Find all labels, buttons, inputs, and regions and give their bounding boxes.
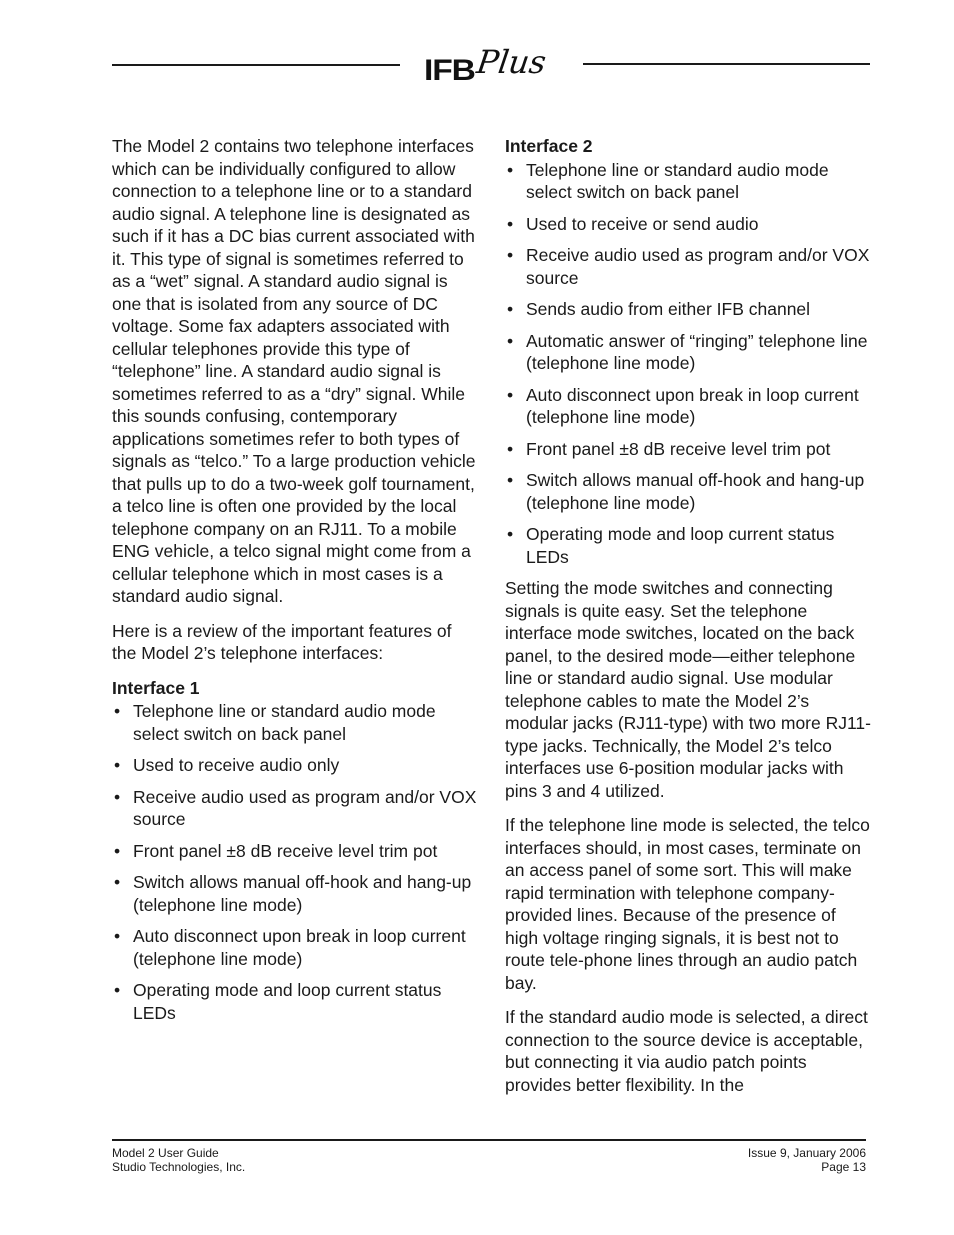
list-item: • Telephone line or standard audio mode select switch on back panel <box>114 701 436 744</box>
list-item: • Used to receive or send audio <box>507 213 759 234</box>
interface-2-feature-list <box>505 159 871 569</box>
list-item: • Operating mode and loop current status LEDs <box>507 524 835 567</box>
ifb-plus-logo <box>424 42 549 87</box>
header-rule-left <box>112 64 400 66</box>
setting-paragraph: Setting the mode switches and connecting signals is quite easy. Set the telephone interface mode switches, located on the back panel, to the desired mode—either telephone line or standard audio signal. Use modular telephone cables to mate the Model 2’s modular jacks (RJ11-type) with two more RJ11-type jacks. Technically, the Model 2’s telco interfaces use 6-position modular jacks with pins 3 and 4 utilized. <box>505 578 871 801</box>
logo-main-text: IFB <box>424 54 475 87</box>
right-column <box>505 135 871 1108</box>
footer-company: Studio Technologies, Inc. <box>112 1160 246 1174</box>
list-item: • Switch allows manual off-hook and hang-up (telephone line mode) <box>507 470 865 513</box>
logo-script-text: Plus <box>474 43 549 81</box>
interface-1-feature-list <box>112 700 478 1024</box>
list-item: • Switch allows manual off-hook and hang-up (telephone line mode) <box>114 872 472 915</box>
list-item: • Operating mode and loop current status LEDs <box>114 980 442 1023</box>
audio-mode-paragraph: If the standard audio mode is selected, a direct connection to the source device is acceptable, but connecting it via audio patch points provides better flexibility. In the <box>505 1007 868 1095</box>
left-column <box>112 135 478 1033</box>
list-item: • Auto disconnect upon break in loop current (telephone line mode) <box>507 384 859 427</box>
list-item: • Sends audio from either IFB channel <box>507 299 811 319</box>
intro-paragraph: The Model 2 contains two telephone interfaces which can be individually configured to allow connection to a telephone line or to a standard audio signal. A telephone line is designated as such if it has a DC bias current associated with it. This type of signal is sometimes referred to as a “wet” signal. A standard audio signal is one that is isolated from any source of DC voltage. Some fax adapters associated with cellular telephones provide this type of “telephone” line. A standard audio signal is sometimes referred to as a “dry” signal. While this sounds confusing, contemporary applications sometimes refer to both types of signals as “telco.” To a large production vehicle that pulls up to do a two-week golf tournament, a telco line is often one provided by the local telephone company on an RJ11. To a mobile ENG vehicle, a telco signal might come from a cellular telephone which in most cases is a standard audio signal. <box>112 136 476 606</box>
list-item: • Auto disconnect upon break in loop current (telephone line mode) <box>114 926 466 969</box>
list-item: • Telephone line or standard audio mode select switch on back panel <box>507 159 829 202</box>
footer-rule <box>112 1139 866 1141</box>
footer-document-title: Model 2 User Guide <box>112 1146 219 1160</box>
list-item: • Used to receive audio only <box>114 755 340 775</box>
list-item: • Front panel ±8 dB receive level trim pot <box>507 438 831 459</box>
list-item: • Front panel ±8 dB receive level trim pot <box>114 840 438 861</box>
list-item: • Automatic answer of “ringing” telephone line (telephone line mode) <box>507 330 868 373</box>
footer-page-number: Page 13 <box>821 1160 866 1174</box>
interface-2-heading: Interface 2 <box>505 136 593 156</box>
list-item: • Receive audio used as program and/or VOX source <box>507 245 870 288</box>
footer-left <box>112 1146 245 1174</box>
footer-issue: Issue 9, January 2006 <box>747 1146 866 1160</box>
header-rule-right <box>583 63 870 65</box>
telephone-mode-paragraph: If the telephone line mode is selected, the telco interfaces should, in most cases, terminate on an access panel of some sort. This will make rapid termination with telephone company-provided lines. Because of the presence of high voltage ringing signals, it is best not to route tele-phone lines through an audio patch bay. <box>505 815 870 993</box>
review-paragraph: Here is a review of the important features of the Model 2’s telephone interfaces: <box>112 620 452 663</box>
list-item: • Receive audio used as program and/or VOX source <box>114 786 477 829</box>
interface-1-heading: Interface 1 <box>112 677 200 698</box>
footer-right <box>748 1146 866 1174</box>
